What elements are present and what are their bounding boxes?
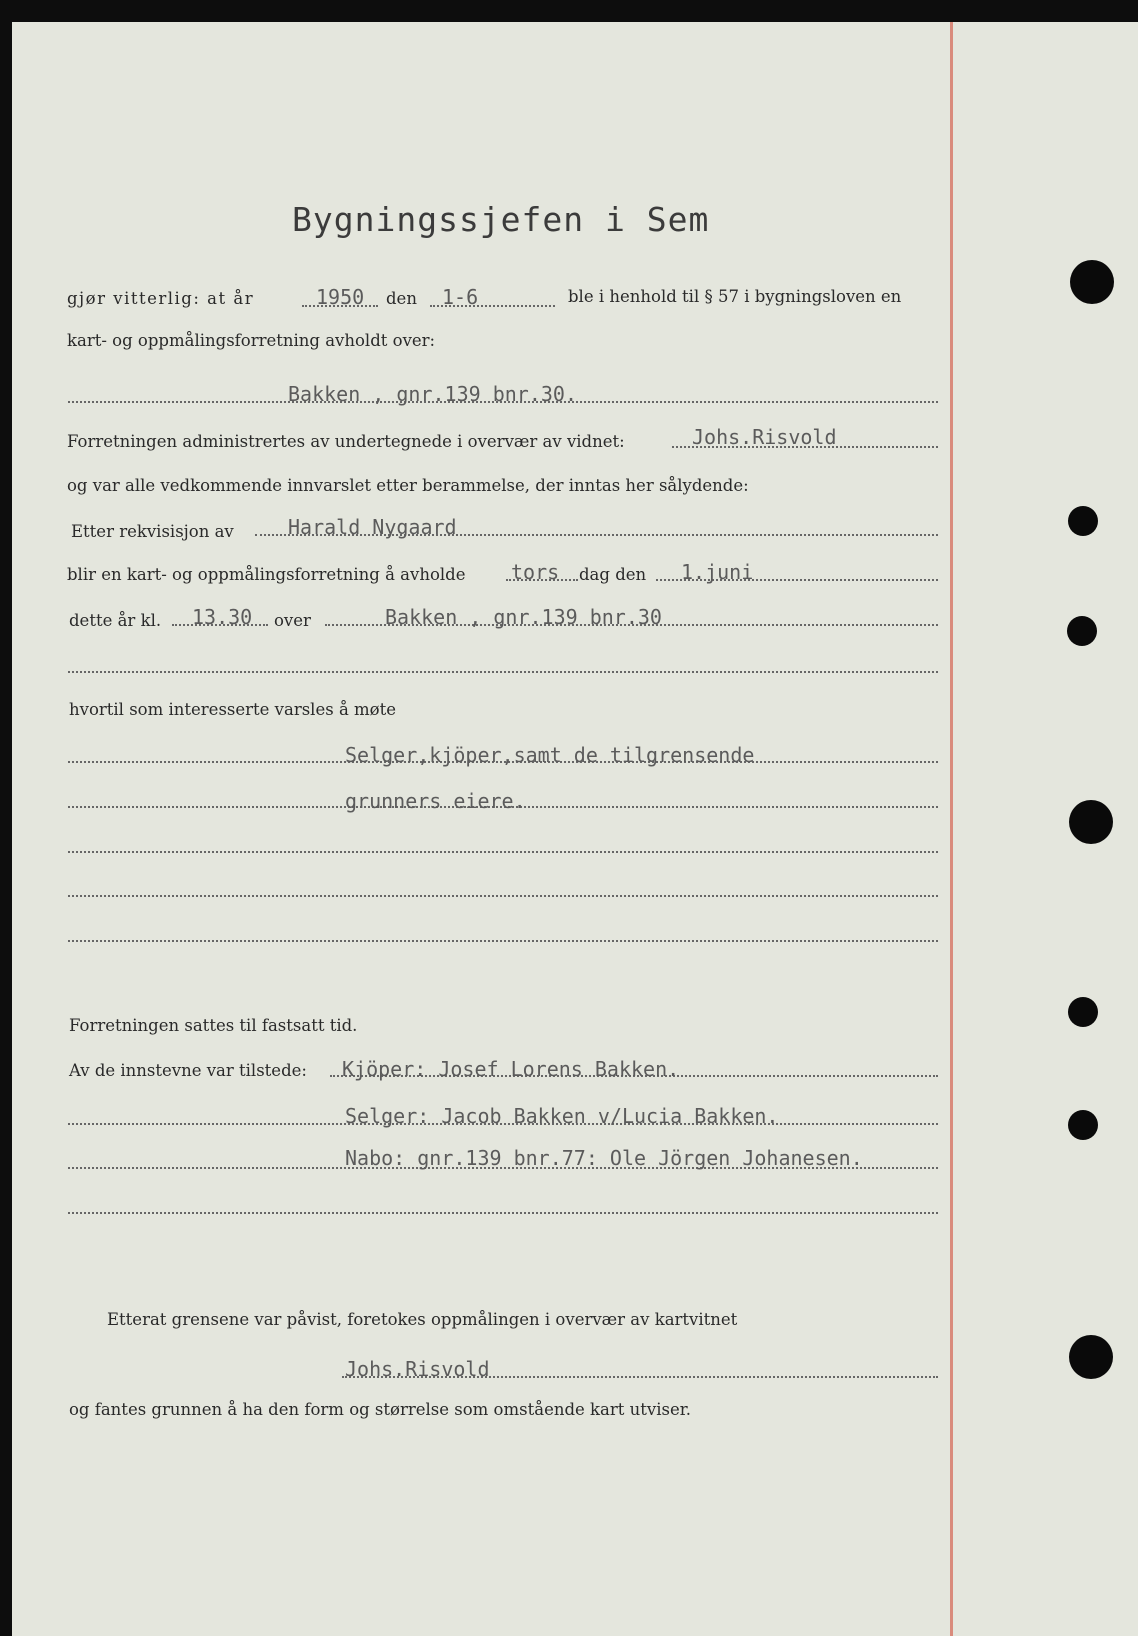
attendee-line: Selger: Jacob Bakken v/Lucia Bakken. [345,1104,779,1128]
punch-hole [1070,260,1114,304]
weekday-value: tors [511,560,560,584]
intro-text: gjør vitterlig: at år [67,289,255,308]
held-text: Forretningen sattes til fastsatt tid. [69,1016,358,1035]
closing-text: og fantes grunnen å ha den form og størrelse som omstående kart utviser. [69,1400,692,1419]
dag-den-label: dag den [579,565,647,584]
time-value: 13.30 [192,605,253,629]
time-property-value: Bakken , gnr.139 bnr.30 [385,605,662,629]
survey-text: Etterat grensene var påvist, foretokes oppmålingen i overvær av kartvitnet [107,1310,738,1329]
schedule-label: blir en kart- og oppmålingsforretning å avholde [67,565,466,584]
margin-rule [950,22,953,1636]
fill-line [68,1212,938,1214]
over-label: over [274,611,311,630]
year-value: 1950 [316,285,365,309]
witness-value: Johs.Risvold [692,425,837,449]
fill-line [68,895,938,897]
punch-hole [1069,1335,1113,1379]
fill-line [68,851,938,853]
time-label: dette år kl. [69,611,162,630]
attendees-label: Av de innstevne var tilstede: [69,1061,307,1080]
witness-label: Forretningen administrertes av undertegnede i overvær av vidnet: [67,432,625,451]
requisition-value: Harald Nygaard [288,515,457,539]
punch-hole [1068,997,1098,1027]
date-value: 1-6 [442,285,479,309]
punch-hole [1069,800,1113,844]
intro-suffix: ble i henhold til § 57 i bygningsloven en [568,287,902,306]
invited-label: hvortil som interesserte varsles å møte [69,700,396,719]
fill-line [68,671,938,673]
intro-line2: kart- og oppmålingsforretning avholdt over: [67,331,436,350]
schedule-date-value: 1.juni [681,560,754,584]
punch-hole [1067,616,1097,646]
den-label: den [386,289,417,308]
punch-hole [1068,506,1098,536]
attendee-line: Nabo: gnr.139 bnr.77: Ole Jörgen Johanesen. [345,1146,863,1170]
attendee-line: Kjöper: Josef Lorens Bakken. [342,1057,680,1081]
fill-line [68,940,938,942]
page-title: Bygningssjefen i Sem [292,200,710,239]
property-value: Bakken , gnr.139 bnr.30. [288,382,577,406]
punch-hole [1068,1110,1098,1140]
document-page [12,22,1138,1636]
requisition-label: Etter rekvisisjon av [71,522,234,541]
survey-witness: Johs.Risvold [345,1357,490,1381]
invited-line: grunners eiere. [345,789,526,813]
notice-text: og var alle vedkommende innvarslet etter berammelse, der inntas her sålydende: [67,476,749,495]
invited-line: Selger,kjöper,samt de tilgrensende [345,743,755,767]
